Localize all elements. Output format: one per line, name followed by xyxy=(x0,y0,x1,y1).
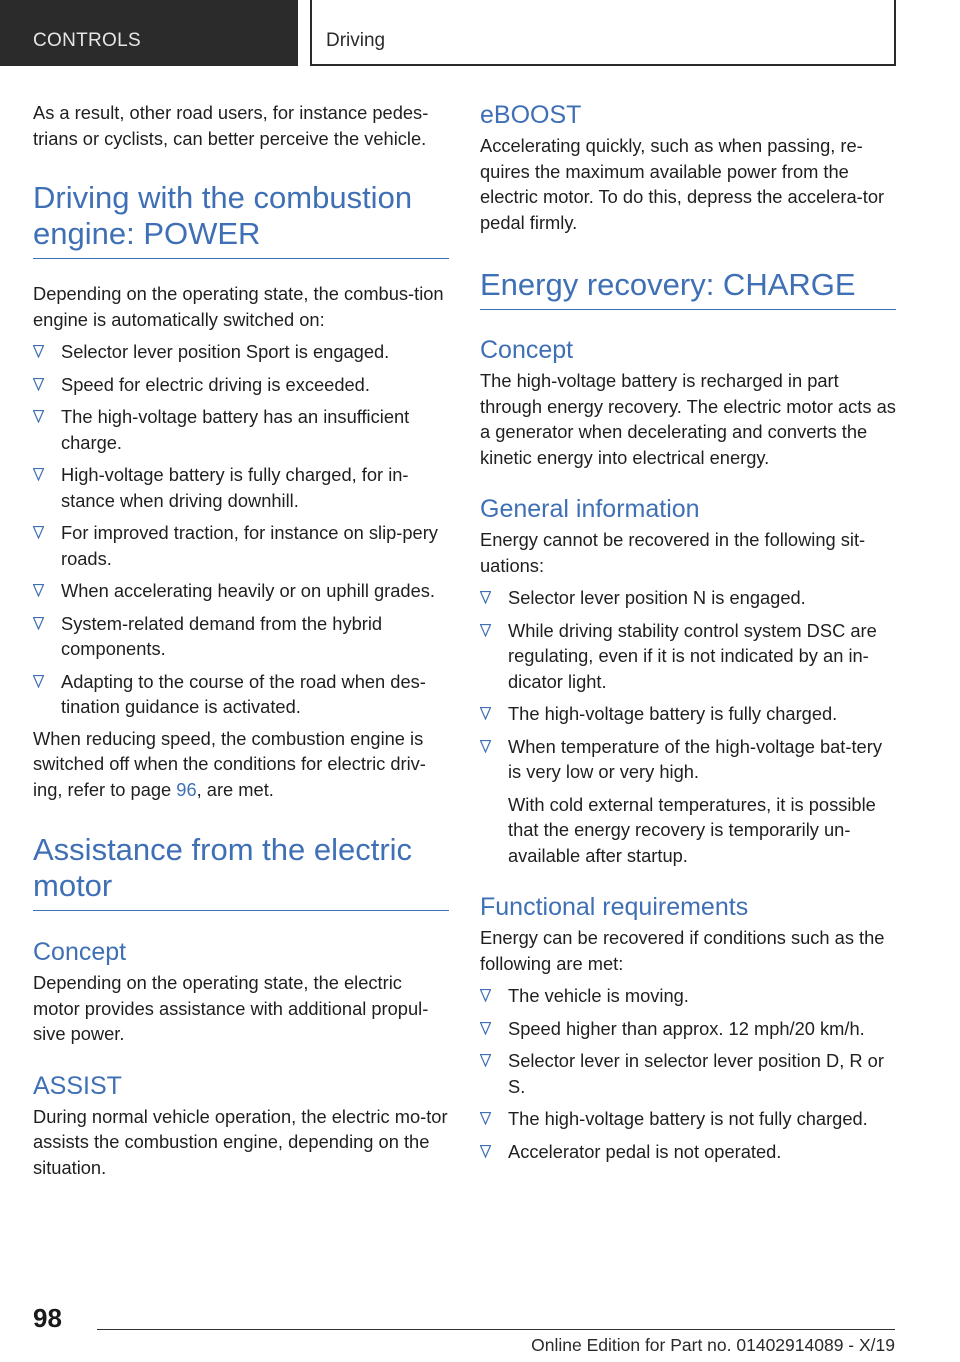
triangle-bullet-icon xyxy=(33,675,44,688)
intro-paragraph: As a result, other road users, for instance pedes-trians or cyclists, can better perceive the vehicle. xyxy=(33,102,429,149)
right-column xyxy=(480,100,896,1164)
triangle-bullet-icon xyxy=(33,468,44,481)
chapter-title: Driving xyxy=(326,30,386,51)
triangle-bullet-icon xyxy=(480,1145,491,1158)
general-intro: Energy cannot be recovered in the following sit-uations: xyxy=(480,529,866,576)
triangle-bullet-icon xyxy=(33,526,44,539)
footer-divider xyxy=(97,1329,895,1330)
triangle-bullet-icon xyxy=(480,1112,491,1125)
list-item: When temperature of the high-voltage bat-tery is very low or very high. xyxy=(480,734,896,785)
general-note: With cold external temperatures, it is possible that the energy recovery is temporarily un-available after startup. xyxy=(508,793,876,866)
list-item: Selector lever in selector lever position D, R or S. xyxy=(480,1048,896,1099)
left-column xyxy=(33,100,449,1180)
list-item: The high-voltage battery is not fully charged. xyxy=(480,1106,896,1132)
chapter-tab xyxy=(310,0,896,66)
list-item: Accelerator pedal is not operated. xyxy=(480,1139,896,1165)
list-item: For improved traction, for instance on slip-pery roads. xyxy=(33,520,449,571)
section-tab xyxy=(0,0,298,66)
triangle-bullet-icon xyxy=(33,345,44,358)
list-item: The high-voltage battery has an insufficient charge. xyxy=(33,404,449,455)
triangle-bullet-icon xyxy=(480,707,491,720)
power-outro: When reducing speed, the combustion engine is switched off when the conditions for electric driv-ing, refer to page 96, are met. xyxy=(33,727,426,800)
section-title: CONTROLS xyxy=(33,30,141,51)
list-item: When accelerating heavily or on uphill grades. xyxy=(33,578,449,604)
edition-footer: Online Edition for Part no. 01402914089 - X/19 xyxy=(531,1335,895,1355)
power-list xyxy=(33,339,449,720)
triangle-bullet-icon xyxy=(480,1022,491,1035)
concept-text-left: Depending on the operating state, the electric motor provides assistance with additional propul-sive power. xyxy=(33,972,429,1044)
eboost-text: Accelerating quickly, such as when passing, re-quires the maximum available power from the electric motor. To do this, depress the accelera-tor pedal firmly. xyxy=(480,135,885,233)
charge-heading: Energy recovery: CHARGE xyxy=(480,267,896,310)
functional-list xyxy=(480,983,896,1164)
list-item: Speed higher than approx. 12 mph/20 km/h. xyxy=(480,1016,896,1042)
triangle-bullet-icon xyxy=(33,410,44,423)
list-item: High-voltage battery is fully charged, for in-stance when driving downhill. xyxy=(33,462,449,513)
triangle-bullet-icon xyxy=(480,591,491,604)
functional-heading: Functional requirements xyxy=(480,893,749,921)
triangle-bullet-icon xyxy=(33,617,44,630)
assist-heading: Assistance from the electric motor xyxy=(33,832,449,911)
concept-heading-right: Concept xyxy=(480,336,574,364)
assist-text: During normal vehicle operation, the electric mo-tor assists the combustion engine, depending on the situation. xyxy=(33,1105,448,1178)
concept-heading-left: Concept xyxy=(33,938,127,966)
assist-sub-heading: ASSIST xyxy=(33,1071,122,1100)
triangle-bullet-icon xyxy=(480,1054,491,1067)
list-item: While driving stability control system DSC are regulating, even if it is not indicated by an in-dicator light. xyxy=(480,618,896,695)
page-number: 98 xyxy=(33,1303,62,1333)
general-list xyxy=(480,585,896,785)
list-item: The high-voltage battery is fully charged. xyxy=(480,701,896,727)
list-item: Selector lever position N is engaged. xyxy=(480,585,896,611)
general-heading: General information xyxy=(480,495,700,523)
triangle-bullet-icon xyxy=(480,989,491,1002)
triangle-bullet-icon xyxy=(33,584,44,597)
functional-intro: Energy can be recovered if conditions such as the following are met: xyxy=(480,927,885,974)
list-item: Speed for electric driving is exceeded. xyxy=(33,372,449,398)
page-header xyxy=(0,0,960,66)
list-item: The vehicle is moving. xyxy=(480,983,896,1009)
concept-text-right: The high-voltage battery is recharged in part through energy recovery. The electric motor acts as a generator when decelerating and converts the kinetic energy into electrical energy. xyxy=(480,370,896,468)
list-item: System-related demand from the hybrid components. xyxy=(33,611,449,662)
power-intro: Depending on the operating state, the combus-tion engine is automatically switched on: xyxy=(33,283,444,330)
triangle-bullet-icon xyxy=(33,378,44,391)
power-heading: Driving with the combustion engine: POWER xyxy=(33,180,449,259)
eboost-heading: eBOOST xyxy=(480,101,582,129)
list-item: Selector lever position Sport is engaged. xyxy=(33,339,449,365)
triangle-bullet-icon xyxy=(480,624,491,637)
triangle-bullet-icon xyxy=(480,740,491,753)
page-reference-link[interactable]: 96 xyxy=(176,778,197,800)
list-item: Adapting to the course of the road when des-tination guidance is activated. xyxy=(33,669,449,720)
